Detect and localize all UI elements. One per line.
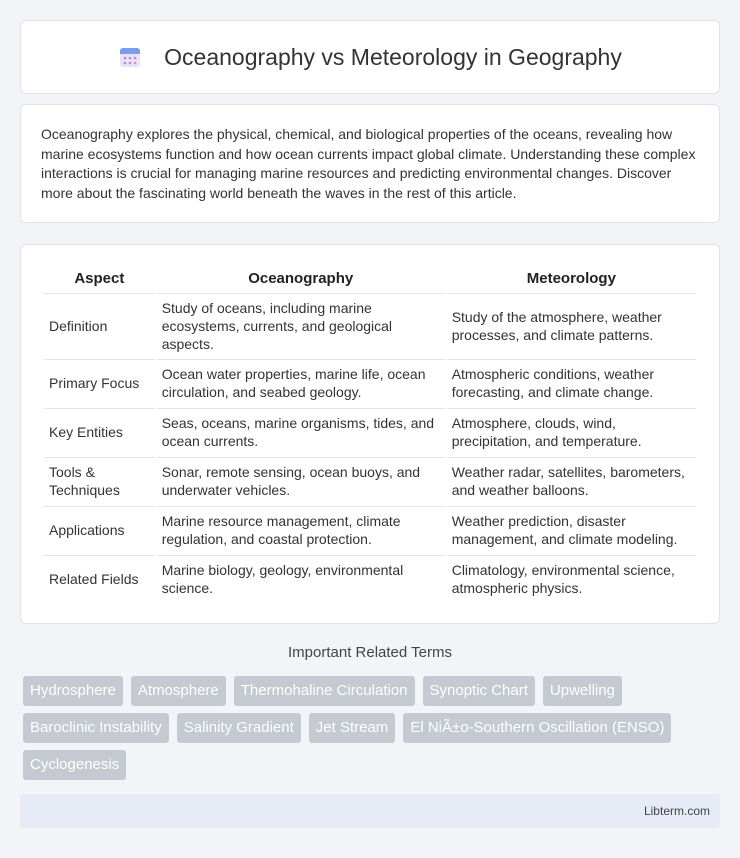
related-terms-title: Important Related Terms	[288, 644, 452, 661]
oceanography-cell: Marine biology, geology, environmental science.	[157, 555, 445, 602]
related-term-tag[interactable]: Hydrosphere	[23, 676, 123, 706]
related-term-tag[interactable]: Cyclogenesis	[23, 750, 126, 780]
oceanography-cell: Marine resource management, climate regulation, and coastal protection.	[157, 506, 445, 553]
aspect-cell: Related Fields	[44, 555, 155, 602]
aspect-cell: Primary Focus	[44, 359, 155, 406]
table-row	[44, 293, 696, 357]
footer-site-link[interactable]: Libterm.com	[643, 804, 710, 818]
related-term-tag[interactable]: Jet Stream	[309, 713, 396, 743]
related-term-tag[interactable]: El NiÃ±o-Southern Oscillation (ENSO)	[403, 713, 671, 743]
header-aspect: Aspect	[74, 270, 125, 287]
header-meteorology: Meteorology	[526, 270, 616, 287]
oceanography-cell: Seas, oceans, marine organisms, tides, and ocean currents.	[157, 408, 445, 455]
aspect-cell: Definition	[44, 293, 155, 357]
oceanography-cell: Sonar, remote sensing, ocean buoys, and underwater vehicles.	[157, 457, 445, 504]
related-term-tag[interactable]: Upwelling	[543, 676, 622, 706]
related-term-tag[interactable]: Salinity Gradient	[177, 713, 301, 743]
comparison-card	[20, 244, 720, 624]
table-row	[44, 457, 696, 504]
table-row	[44, 555, 696, 602]
oceanography-cell: Ocean water properties, marine life, ocean circulation, and seabed geology.	[157, 359, 445, 406]
calendar-icon	[118, 45, 142, 69]
meteorology-cell: Study of the atmosphere, weather processes, and climate patterns.	[447, 293, 696, 357]
meteorology-cell: Atmosphere, clouds, wind, precipitation, and temperature.	[447, 408, 696, 455]
meteorology-cell: Atmospheric conditions, weather forecasting, and climate change.	[447, 359, 696, 406]
related-terms-list	[23, 676, 723, 787]
comparison-table	[42, 265, 698, 604]
meteorology-cell: Weather radar, satellites, barometers, and weather balloons.	[447, 457, 696, 504]
aspect-cell: Tools & Techniques	[44, 457, 155, 504]
related-term-tag[interactable]: Synoptic Chart	[423, 676, 535, 706]
table-row	[44, 506, 696, 553]
meteorology-cell: Climatology, environmental science, atmospheric physics.	[447, 555, 696, 602]
title-card	[20, 20, 720, 94]
aspect-cell: Key Entities	[44, 408, 155, 455]
table-header-row	[44, 267, 696, 291]
intro-card	[20, 104, 720, 223]
related-term-tag[interactable]: Atmosphere	[131, 676, 226, 706]
footer	[20, 794, 720, 828]
related-term-tag[interactable]: Thermohaline Circulation	[234, 676, 415, 706]
table-row	[44, 359, 696, 406]
intro-paragraph: Oceanography explores the physical, chemical, and biological properties of the oceans, revealing how marine ecosystems function and how ocean currents impact global climate. Understanding these complex interactions is crucial for managing marine resources and predicting environmental changes. Discover more about the fascinating world beneath the waves in the rest of this article.	[41, 126, 696, 201]
meteorology-cell: Weather prediction, disaster management, and climate modeling.	[447, 506, 696, 553]
table-row	[44, 408, 696, 455]
aspect-cell: Applications	[44, 506, 155, 553]
header-oceanography: Oceanography	[248, 270, 354, 287]
oceanography-cell: Study of oceans, including marine ecosystems, currents, and geological aspects.	[157, 293, 445, 357]
page-title: Oceanography vs Meteorology in Geography	[164, 43, 622, 70]
related-term-tag[interactable]: Baroclinic Instability	[23, 713, 169, 743]
